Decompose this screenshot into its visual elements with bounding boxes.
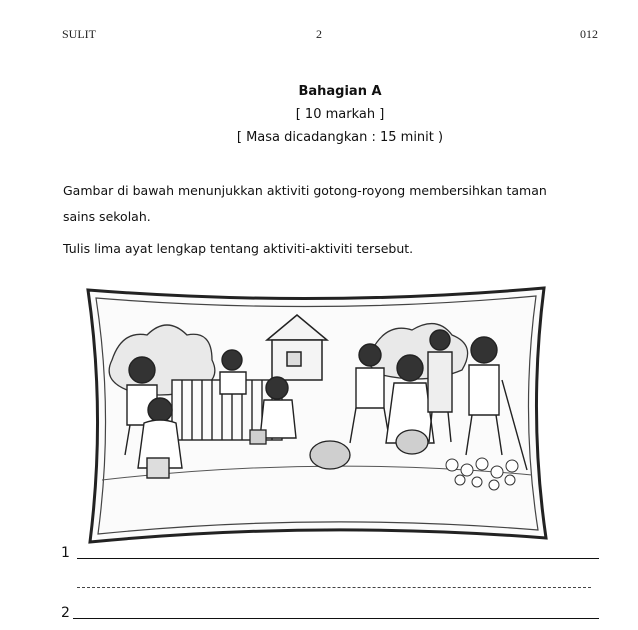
garbage-bag-icon [310,441,350,469]
instruction-line-1: Gambar di bawah menunjukkan aktiviti gotong-royong membersihkan taman [63,183,547,198]
instruction-line-2: sains sekolah. [63,209,151,224]
task-instruction: Tulis lima ayat lengkap tentang aktiviti-aktiviti tersebut. [63,241,414,256]
instruction-paragraph [63,178,603,230]
answer-number-1: 1 [61,545,70,561]
section-time: [ Masa dicadangkan : 15 minit ) [236,130,444,145]
paper-code: 012 [580,27,598,41]
answer-line-1[interactable] [77,558,599,559]
header-left-label: SULIT [62,27,96,41]
page-number: 2 [316,27,322,41]
answer-number-2: 2 [61,605,70,621]
gotong-royong-illustration [82,280,552,548]
answer-line-2[interactable] [73,618,599,619]
person-figure [220,350,246,394]
garbage-bag-icon [396,430,428,454]
section-title: Bahagian A [298,84,382,99]
answer-line-1-continued[interactable] [77,587,591,588]
section-marks: [ 10 markah ] [295,107,385,122]
bucket-icon [250,430,266,444]
